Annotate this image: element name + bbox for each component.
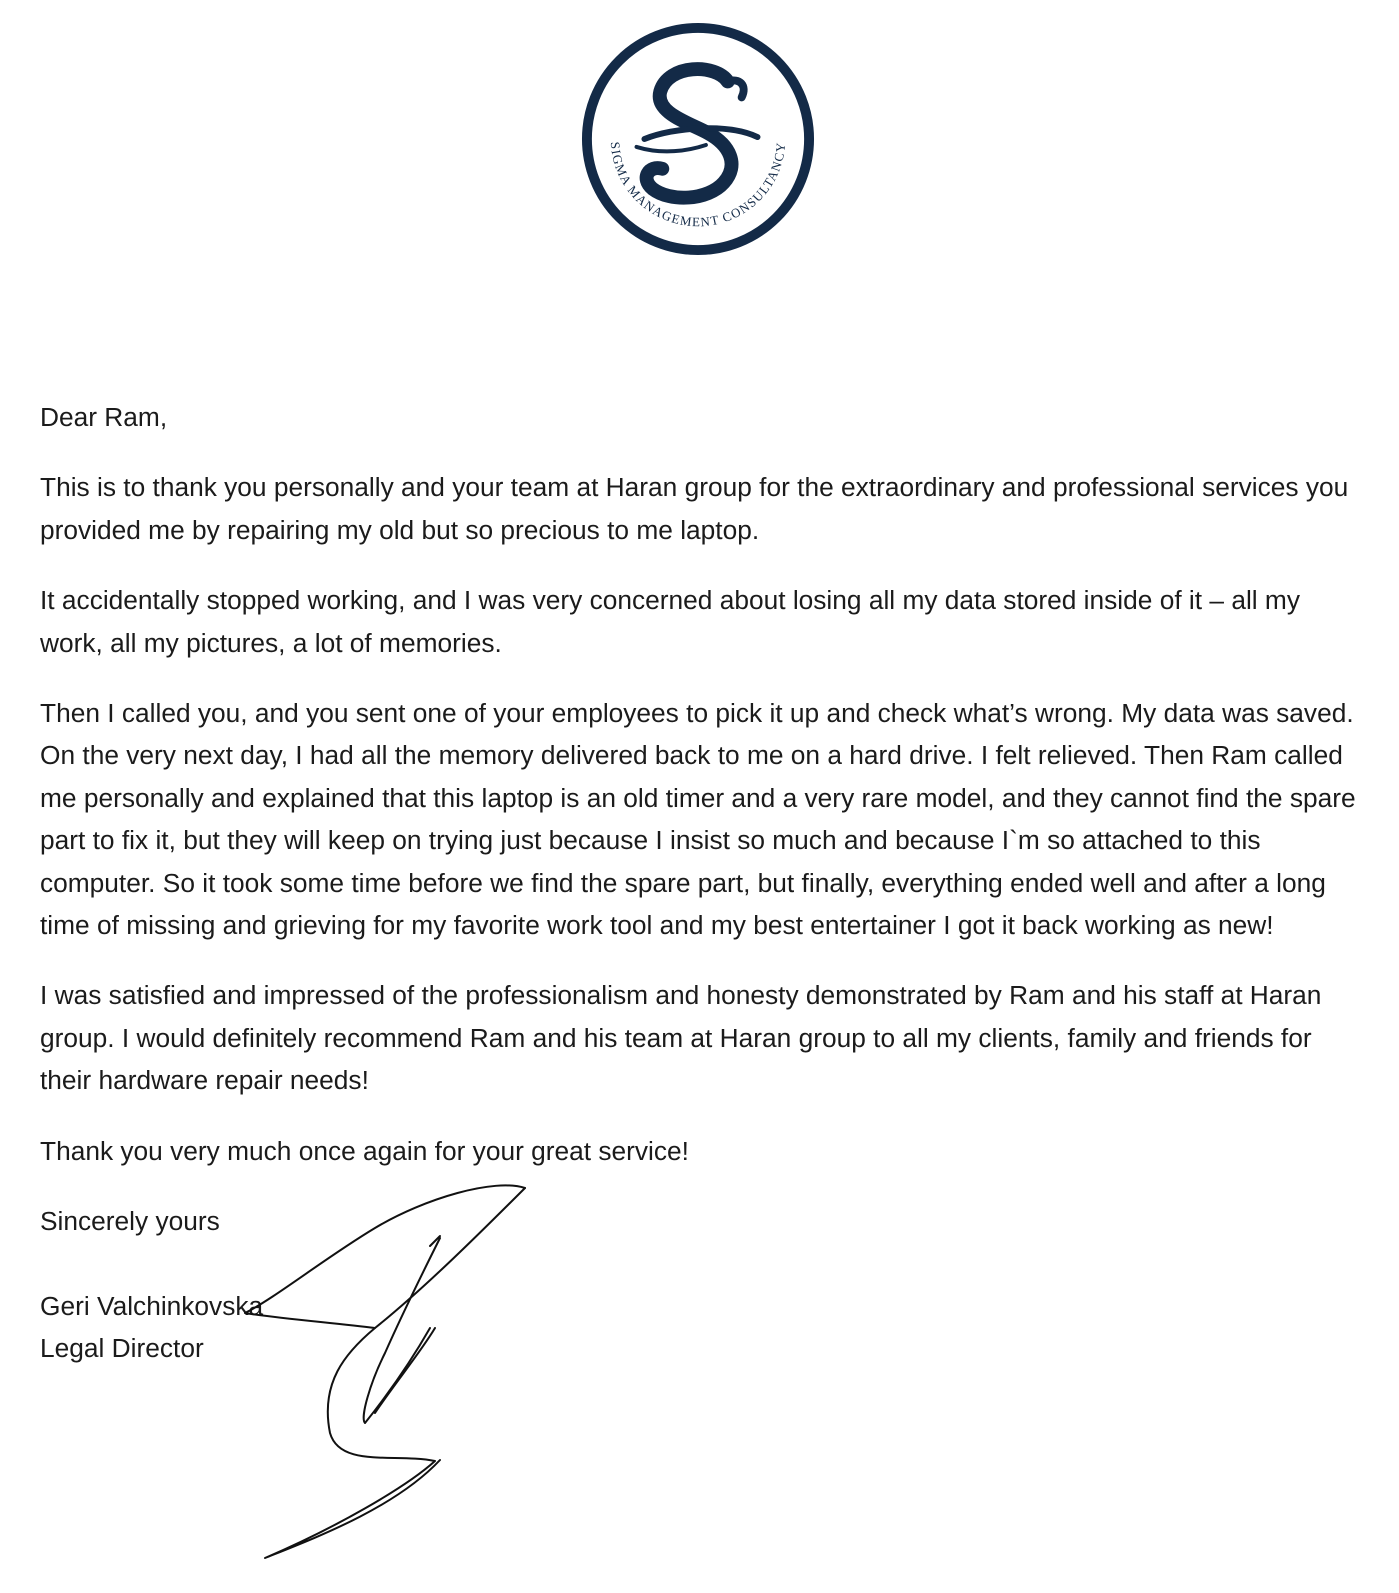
paragraph-problem: It accidentally stopped working, and I was very concerned about losing all my data stored inside of it – all my work, all my pictures, a lot of memories. [40, 585, 1300, 658]
paragraph-thanks: This is to thank you personally and your team at Haran group for the extraordinary and professional services you provided me by repairing my old but so precious to me laptop. [40, 472, 1349, 545]
closing: Sincerely yours [40, 1206, 220, 1237]
logo-ring-text: SIGMA MANAGEMENT CONSULTANCY [607, 141, 789, 230]
signer-title: Legal Director [40, 1332, 204, 1363]
salutation: Dear Ram, [40, 402, 168, 432]
paragraph-story: Then I called you, and you sent one of your employees to pick it up and check what’s wrong. My data was saved. On the very next day, I had all the memory delivered back to me on a hard drive. I felt relieved. Then Ram called me personally and explained that this laptop is an old timer and a very rare model, and they cannot find the spare part to fix it, but they will keep on trying just because I insist so much and because I`m so attached to this computer. So it took some time before we find the spare part, but finally, everything ended well and after a long time of missing and grieving for my favorite work tool and my best entertainer I got it back working as new! [40, 698, 1356, 941]
company-logo [579, 20, 817, 258]
signer-name: Geri Valchinkovska [40, 1290, 264, 1321]
paragraph-recommendation: I was satisfied and impressed of the professionalism and honesty demonstrated by Ram and his staff at Haran group. I would definitely recommend Ram and his team at Haran group to all my clients, family and friends for their hardware repair needs! [40, 980, 1322, 1096]
paragraph-final-thanks: Thank you very much once again for your great service! [40, 1135, 689, 1166]
letter-body [40, 396, 1360, 1369]
s-monogram-seal-icon [579, 20, 817, 258]
